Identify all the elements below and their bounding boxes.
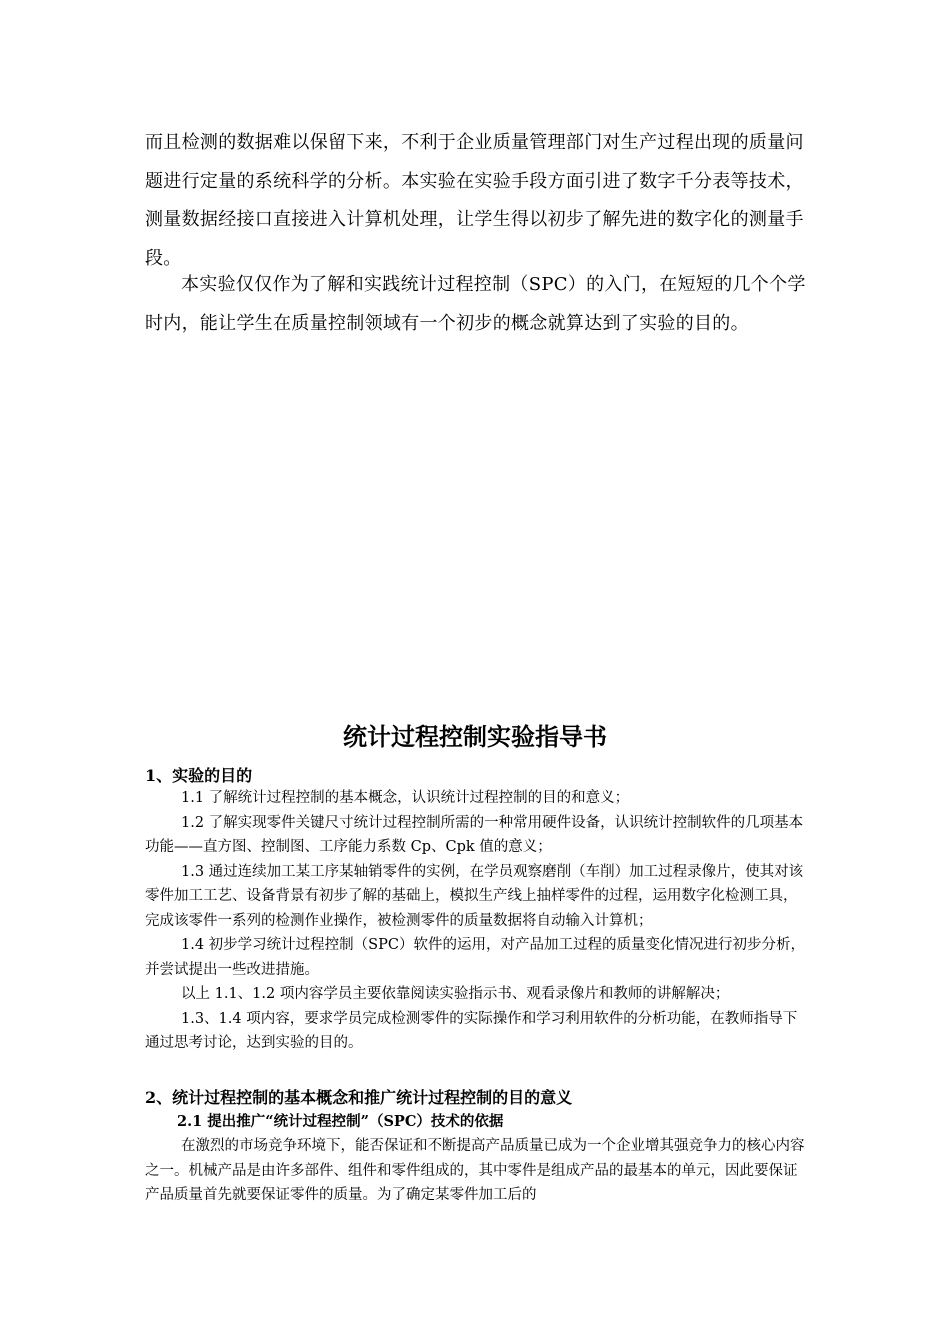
item-1-4: 1.4 初步学习统计过程控制（SPC）软件的运用，对产品加工过程的质量变化情况进行初步分析，并尝试提出一些改进措施。 (145, 937, 805, 978)
note-2: 1.3、1.4 项内容，要求学员完成检测零件的实际操作和学习利用软件的分析功能，在教师指导下通过思考讨论，达到实验的目的。 (145, 1010, 798, 1051)
section-2-heading: 2、统计过程控制的基本概念和推广统计过程控制的目的意义 (145, 1088, 573, 1107)
section-1-heading: 1、实验的目的 (145, 766, 253, 785)
continuation-paragraph-2: 本实验仅仅作为了解和实践统计过程控制（SPC）的入门，在短短的几个个学时内，能让学生在质量控制领域有一个初步的概念就算达到了实验的目的。 (145, 274, 806, 334)
document-title: 统计过程控制实验指导书 (343, 722, 607, 751)
item-1-2: 1.2 了解实现零件关键尺寸统计过程控制所需的一种常用硬件设备，认识统计控制软件的几项基本功能——直方图、控制图、工序能力系数 Cp、Cpk 值的意义； (145, 814, 804, 855)
section-1-body (145, 786, 810, 1056)
item-1-3: 1.3 通过连续加工某工序某轴销零件的实例，在学员观察磨削（车削）加工过程录像片，使其对该零件加工工艺、设备背景有初步了解的基础上，模拟生产线上抽样零件的过程，运用数字化检测工具，完成该零件一系列的检测作业操作，被检测零件的质量数据将自动输入计算机； (145, 863, 804, 929)
section-2-paragraph: 在激烈的市场竞争环境下，能否保证和不断提高产品质量已成为一个企业增其强竞争力的核心内容之一。机械产品是由许多部件、组件和零件组成的，其中零件是组成产品的最基本的单元，因此要保证产品质量首先就要保证零件的质量。为了确定某零件加工后的 (145, 1138, 805, 1203)
continuation-paragraph-1: 而且检测的数据难以保留下来，不利于企业质量管理部门对生产过程出现的质量问题进行定量的系统科学的分析。本实验在实验手段方面引进了数字千分表等技术，测量数据经接口直接进入计算机处理，让学生得以初步了解先进的数字化的测量手段。 (145, 132, 804, 269)
note-1: 以上 1.1、1.2 项内容学员主要依靠阅读实验指示书、观看录像片和教师的讲解解决； (181, 986, 730, 1002)
subsection-2-1-heading: 2.1 提出推广“统计过程控制”（SPC）技术的依据 (177, 1113, 504, 1130)
item-1-1: 1.1 了解统计过程控制的基本概念，认识统计过程控制的目的和意义； (181, 790, 630, 806)
